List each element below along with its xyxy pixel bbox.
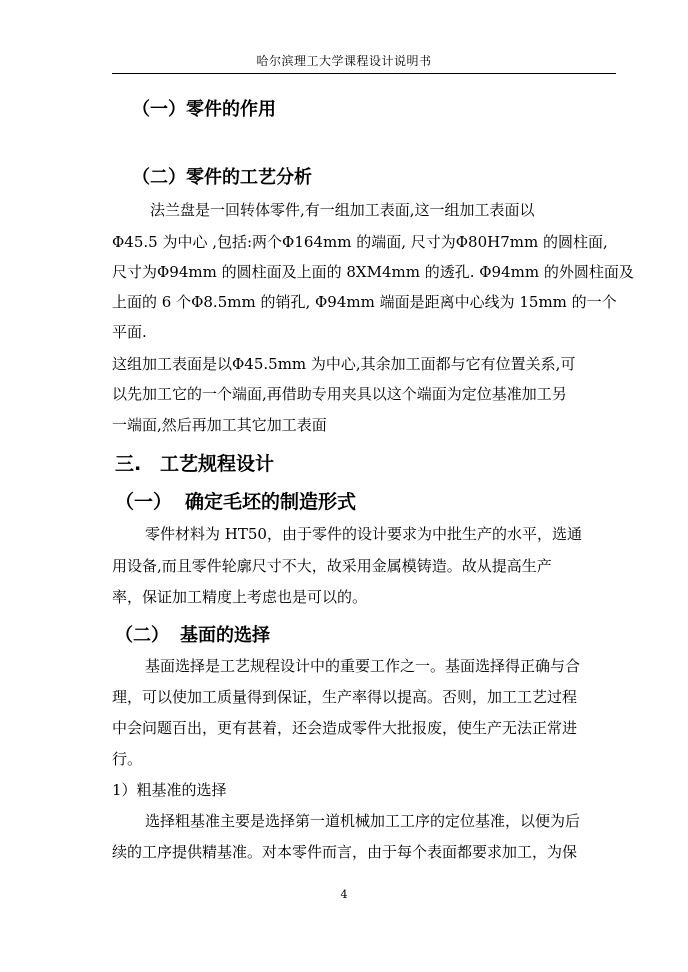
paragraph-line: 用设备,而且零件轮廓尺寸不大，故采用金属模铸造。故从提高生产 [112, 557, 552, 575]
running-header: 哈尔滨理工大学课程设计说明书 [256, 54, 432, 68]
paragraph-line: 平面. [112, 323, 147, 341]
page-number: 4 [340, 888, 348, 901]
paragraph-line: 选择粗基准主要是选择第一道机械加工工序的定位基准，以便为后 [145, 812, 581, 830]
heading-process-number: 三. [115, 453, 142, 475]
paragraph-line: 理，可以使加工质量得到保证，生产率得以提高。否则，加工工艺过程 [112, 688, 578, 706]
header-rule [112, 73, 616, 74]
paragraph-line: 法兰盘是一回转体零件,有一组加工表面,这一组加工表面以 [150, 201, 535, 219]
heading-part-analysis: （二）零件的工艺分析 [132, 167, 312, 188]
heading-blank-form: 确定毛坯的制造形式 [185, 491, 357, 513]
paragraph-line: 这组加工表面是以Φ45.5mm 为中心,其余加工面都与它有位置关系,可 [112, 355, 576, 373]
heading-blank-number: （一） [115, 491, 173, 513]
heading-part-role: （一）零件的作用 [132, 99, 276, 120]
paragraph-line: 中会问题百出，更有甚着，还会造成零件大批报废，使生产无法正常进 [112, 719, 578, 737]
paragraph-line: 行。 [112, 750, 143, 768]
paragraph-line: 尺寸为Φ94mm 的圆柱面及上面的 8XM4mm 的透孔. Φ94mm 的外圆柱面及 [112, 263, 634, 281]
heading-datum-selection: 基面的选择 [180, 625, 270, 646]
heading-process-design: 工艺规程设计 [160, 453, 275, 475]
paragraph-line: 续的工序提供精基准。对本零件而言，由于每个表面都要求加工，为保 [112, 843, 578, 861]
paragraph-line: 以先加工它的一个端面,再借助专用夹具以这个端面为定位基准加工另 [112, 385, 567, 403]
paragraph-line: 一端面,然后再加工其它加工表面 [112, 416, 327, 434]
paragraph-line: 上面的 6 个Φ8.5mm 的销孔, Φ94mm 端面是距离中心线为 15mm 的一个 [112, 293, 617, 311]
heading-datum-number: （二） [115, 625, 169, 646]
paragraph-line: Φ45.5 为中心 ,包括:两个Φ164mm 的端面, 尺寸为Φ80H7mm 的圆柱面, [112, 233, 608, 251]
paragraph-line: 基面选择是工艺规程设计中的重要工作之一。基面选择得正确与合 [145, 657, 581, 675]
paragraph-line: 零件材料为 HT50，由于零件的设计要求为中批生产的水平，选通 [145, 525, 582, 543]
paragraph-line: 率，保证加工精度上考虑也是可以的。 [112, 588, 368, 606]
subheading-rough-datum: 1）粗基准的选择 [112, 781, 227, 799]
